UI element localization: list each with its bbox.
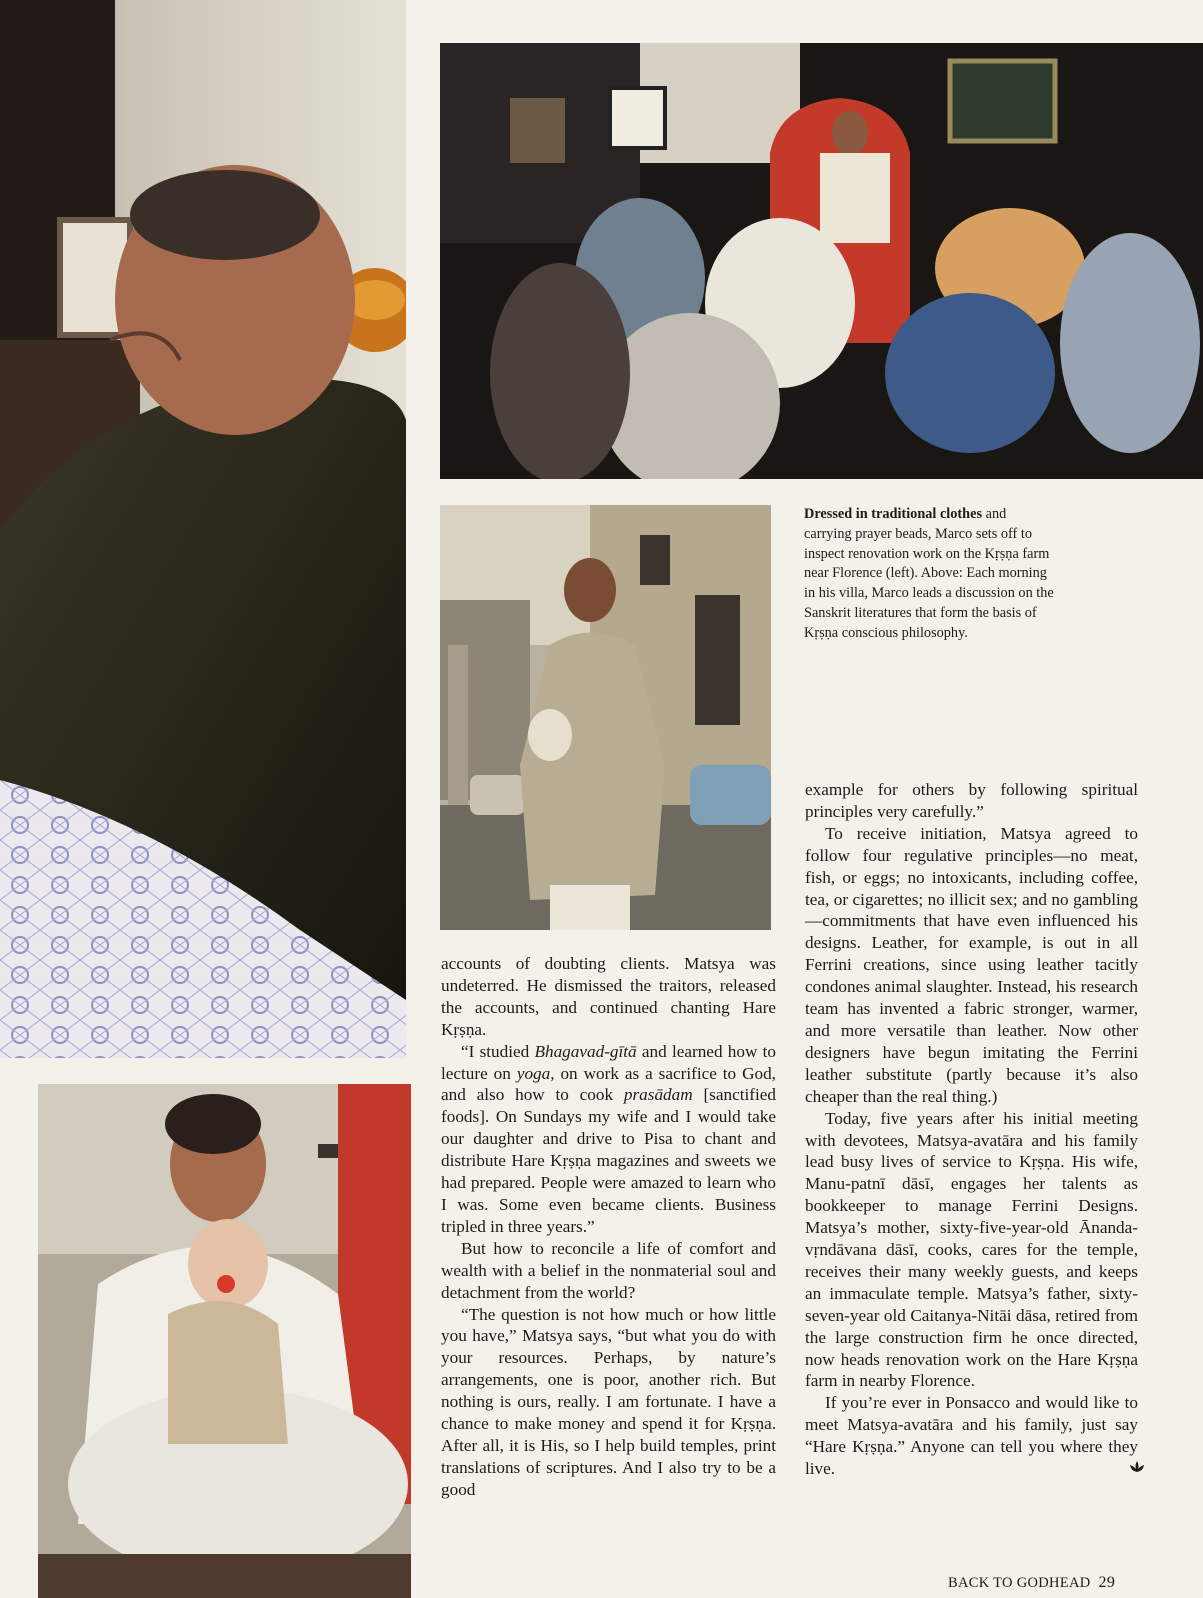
paragraph: “The question is not how much or how little you have,” Matsya says, “but what you do with your resources. Perhaps, by nature’s arrangements, one is poor, another rich. But nothing is ours, really. I am fortunate. I have a chance to make money and spend it for Kṛṣṇa. After all, it is His, so I help build temples, print translations of scriptures. And I also try to be a good	[441, 1304, 776, 1499]
lotus-end-mark-icon	[1108, 1458, 1126, 1472]
page-footer	[948, 1574, 1115, 1592]
paragraph: Today, five years after his initial meeting with devotees, Matsya-avatāra and his family lead busy lives of service to Kṛṣṇa. His wife, Manu-patnī dāsī, engages her talents as bookkeeper to manage Ferrini Designs. Matsya’s mother, sixty-five-year-old Ānanda-vṛndāvana dāsī, cooks, cares for the temple, receives their many weekly guests, and keeps an immaculate temple. Matsya’s father, sixty-seven-year old Caitanya-Nitāi dāsa, retired from the large construction firm he once directed, now heads renovation work on the Hare Kṛṣṇa farm in nearby Florence.	[805, 1108, 1138, 1391]
paragraph: “I studied Bhagavad-gītā and learned how to lecture on yoga, on work as a sacrifice to God, and also how to cook prasādam [sanctified foods]. On Sundays my wife and I would take our daughter and drive to Pisa to chant and distribute Hare Kṛṣṇa magazines and sweets we had prepared. People were amazed to learn who I was. Some even became clients. Business tripled in three years.”	[441, 1041, 776, 1236]
paragraph: But how to reconcile a life of comfort and wealth with a belief in the nonmaterial soul and detachment from the world?	[441, 1238, 776, 1302]
man-sewing-photo	[0, 0, 406, 1058]
magazine-name: BACK TO GODHEAD	[948, 1575, 1091, 1591]
caption-text: and carrying prayer beads, Marco sets off to inspect renovation work on the Kṛṣṇa farm near Florence (left). Above: Each morning in his villa, Marco leads a discussion on the Sanskrit literatures that form the basis of Kṛṣṇa conscious philosophy.	[804, 506, 1054, 641]
photo-caption	[804, 505, 1054, 644]
father-and-baby-photo	[38, 1084, 411, 1598]
caption-lead: Dressed in traditional clothes	[804, 506, 983, 522]
paragraph: example for others by following spiritual principles very carefully.”	[805, 780, 1138, 821]
page-number: 29	[1098, 1574, 1116, 1591]
article-column-middle	[441, 953, 776, 1501]
article-column-right	[805, 779, 1138, 1480]
paragraph: accounts of doubting clients. Matsya was undeterred. He dismissed the traitors, released the accounts, and continued chanting Hare Kṛṣṇa.	[441, 954, 776, 1039]
paragraph: To receive initiation, Matsya agreed to follow four regulative principles—no meat, fish, or eggs; no intoxicants, including coffee, tea, or cigarettes; no illicit sex; and no gambling—commitments that have even influenced his designs. Leather, for example, is out in all Ferrini creations, since using leather tacitly condones animal slaughter. Instead, his research team has invented a fabric stronger, warmer, and more versatile than leather. Now other designers have begun imitating the Ferrini leather substitute (partly because it’s also cheaper than the real thing.)	[805, 823, 1138, 1106]
morning-discussion-photo	[440, 43, 1203, 479]
marco-walking-photo	[440, 505, 771, 930]
paragraph: If you’re ever in Ponsacco and would like to meet Matsya-avatāra and his family, just say “Hare Kṛṣṇa.” Anyone can tell you where they live.	[805, 1392, 1138, 1480]
